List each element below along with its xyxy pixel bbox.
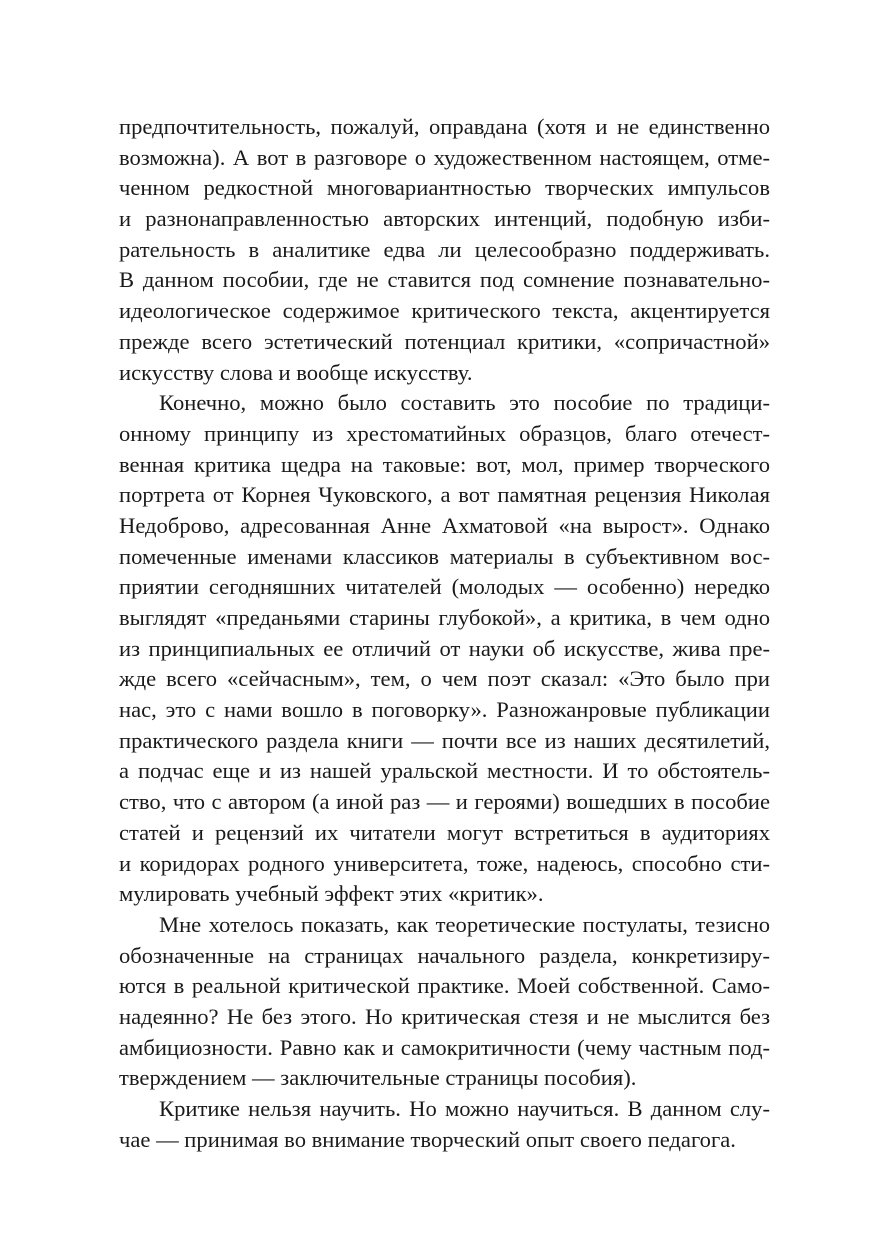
text-line: и разнонаправленностью авторских интенций, подобную изби- xyxy=(119,206,770,232)
text-line: возможна). А вот в разговоре о художественном настоящем, отме- xyxy=(119,144,770,170)
text-line: жде всего «сейчасным», тем, о чем поэт сказал: «Это было при xyxy=(119,666,770,692)
text-line: помеченные именами классиков материалы в субъективном вос- xyxy=(119,543,770,569)
text-line: надеянно? Не без этого. Но критическая стезя и не мыслится без xyxy=(119,1003,770,1029)
body-text xyxy=(119,112,770,1155)
text-line: и коридорах родного университета, тоже, надеюсь, способно сти- xyxy=(119,850,770,876)
text-line: Мне хотелось показать, как теоретические постулаты, тезисно xyxy=(159,911,770,937)
text-line: выглядят «преданьями старины глубокой», а критика, в чем одно xyxy=(119,605,770,630)
text-line: Недоброво, адресованная Анне Ахматовой «на вырост». Однако xyxy=(119,512,770,538)
text-line: ство, что с автором (а иной раз — и героями) вошедших в пособие xyxy=(119,789,770,815)
text-line: практического раздела книги — почти все из наших десятилетий, xyxy=(119,727,770,753)
text-line: статей и рецензий их читатели могут встретиться в аудиториях xyxy=(119,819,770,845)
text-line: Критике нельзя научить. Но можно научиться. В данном слу- xyxy=(159,1096,770,1121)
text-line: обозначенные на страницах начального раздела, конкретизиру- xyxy=(119,942,770,968)
text-line: рательность в аналитике едва ли целесообразно поддерживать. xyxy=(119,236,770,262)
text-line: а подчас еще и из нашей уральской местности. И то обстоятель- xyxy=(119,758,770,784)
text-line: приятии сегодняшних читателей (молодых — особенно) нередко xyxy=(119,574,770,600)
text-line: ются в реальной критической практике. Моей собственной. Само- xyxy=(119,973,770,999)
text-line: ченном редкостной многовариантностью творческих импульсов xyxy=(119,175,770,201)
text-line: прежде всего эстетический потенциал критики, «сопричастной» xyxy=(119,328,770,354)
text-line: венная критика щедра на таковые: вот, мол, пример творческого xyxy=(119,451,770,477)
text-line: Конечно, можно было составить это пособие по традици- xyxy=(159,390,770,416)
text-line: из принципиальных ее отличий от науки об искусстве, жива пре- xyxy=(119,635,770,661)
text-line: предпочтительность, пожалуй, оправдана (хотя и не единственно xyxy=(119,114,770,139)
text-line: нас, это с нами вошло в поговорку». Разножанровые публикации xyxy=(119,697,770,723)
text-line: искусству слова и вообще искусству. xyxy=(119,359,473,385)
text-line: мулировать учебный эффект этих «критик». xyxy=(119,881,544,907)
text-line: портрета от Корнея Чуковского, а вот памятная рецензия Николая xyxy=(119,482,770,508)
text-line: онному принципу из хрестоматийных образцов, благо отечест- xyxy=(119,420,770,446)
text-line: амбициозности. Равно как и самокритичности (чему частным под- xyxy=(119,1034,770,1060)
text-line: чае — принимая во внимание творческий опыт своего педагога. xyxy=(119,1126,736,1152)
text-line: В данном пособии, где не ставится под сомнение познавательно- xyxy=(119,267,770,293)
text-line: идеологическое содержимое критического текста, акцентируется xyxy=(119,298,770,324)
text-line: тверждением — заключительные страницы пособия). xyxy=(119,1065,637,1091)
